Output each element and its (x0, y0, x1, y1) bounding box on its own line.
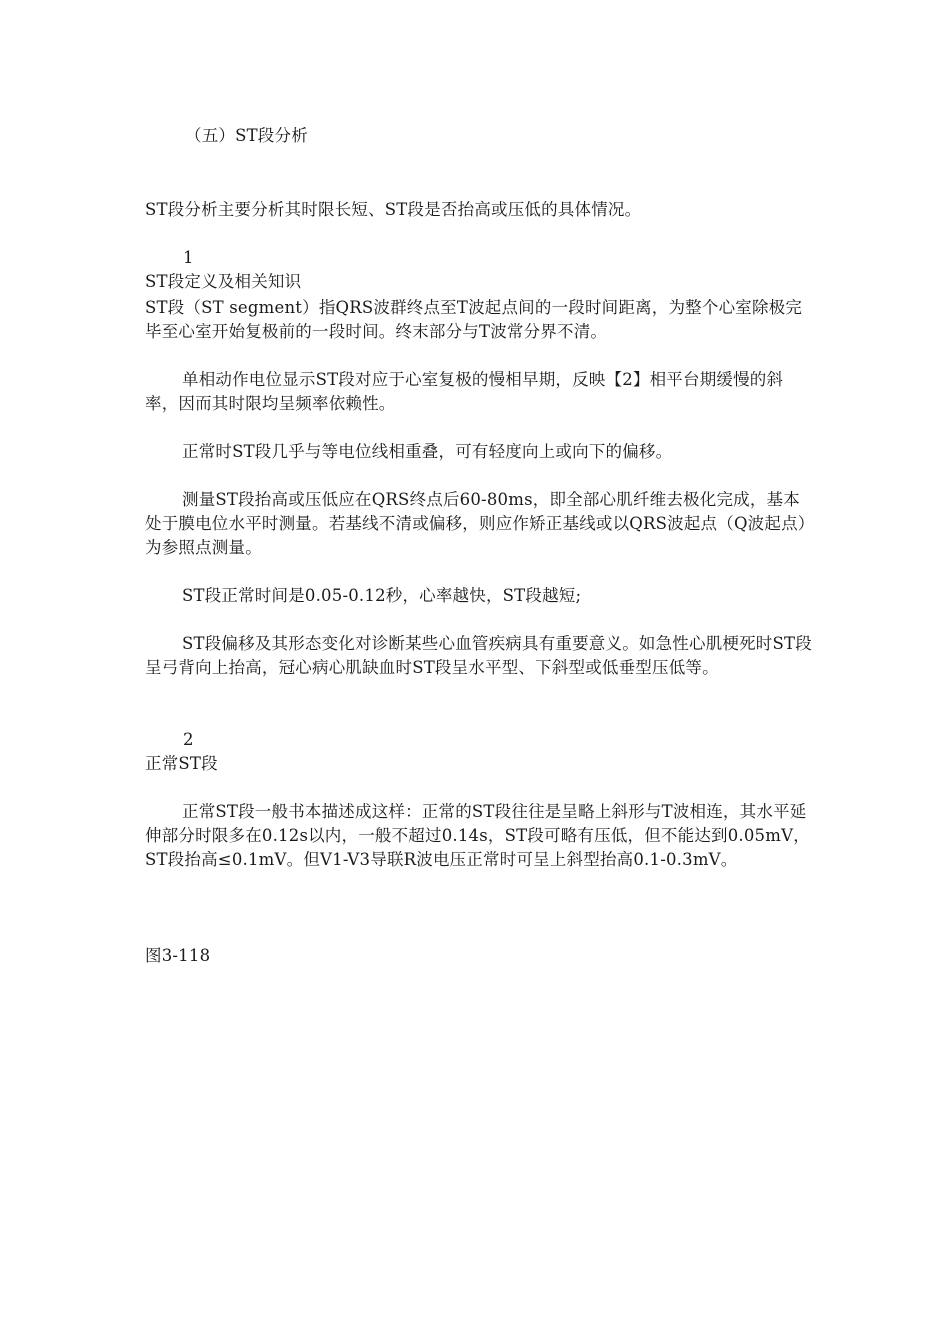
paragraph-normal-st: 正常ST段一般书本描述成这样：正常的ST段往往是呈略上斜形与T波相连，其水平延伸部分时限多在0.12s以内，一般不超过0.14s，ST段可略有压低，但不能达到0.05mV，ST段抬高≤0.1mV。但V1-V3导联R波电压正常时可呈上斜型抬高0.1-0.3mV。 (145, 802, 810, 869)
paragraph-action-potential: 单相动作电位显示ST段对应于心室复极的慢相早期，反映【2】相平台期缓慢的斜率，因而其时限均呈频率依赖性。 (145, 370, 784, 413)
paragraph-measurement: 测量ST段抬高或压低应在QRS终点后60-80ms，即全部心肌纤维去极化完成，基本处于膜电位水平时测量。若基线不清或偏移，则应作矫正基线或以QRS波起点（Q波起点）为参照点测量。 (145, 490, 807, 557)
paragraph-clinical-significance: ST段偏移及其形态变化对诊断某些心血管疾病具有重要意义。如急性心肌梗死时ST段呈弓背向上抬高，冠心病心肌缺血时ST段呈水平型、下斜型或低垂型压低等。 (145, 634, 812, 677)
intro-paragraph: ST段分析主要分析其时限长短、ST段是否抬高或压低的具体情况。 (145, 200, 642, 219)
section2-number: 2 (183, 730, 194, 749)
section-heading: （五）ST段分析 (185, 126, 308, 145)
definition-paragraph: ST段（ST segment）指QRS波群终点至T波起点间的一段时间距离，为整个心室除极完毕至心室开始复极前的一段时间。终末部分与T波常分界不清。 (145, 298, 803, 341)
paragraph-normal-baseline: 正常时ST段几乎与等电位线相重叠，可有轻度向上或向下的偏移。 (182, 442, 673, 461)
section1-title: ST段定义及相关知识 (145, 272, 302, 291)
section1-number: 1 (183, 248, 194, 267)
figure-caption: 图3-118 (145, 946, 211, 965)
paragraph-normal-duration: ST段正常时间是0.05-0.12秒，心率越快，ST段越短; (182, 586, 582, 605)
section2-title: 正常ST段 (145, 754, 218, 773)
